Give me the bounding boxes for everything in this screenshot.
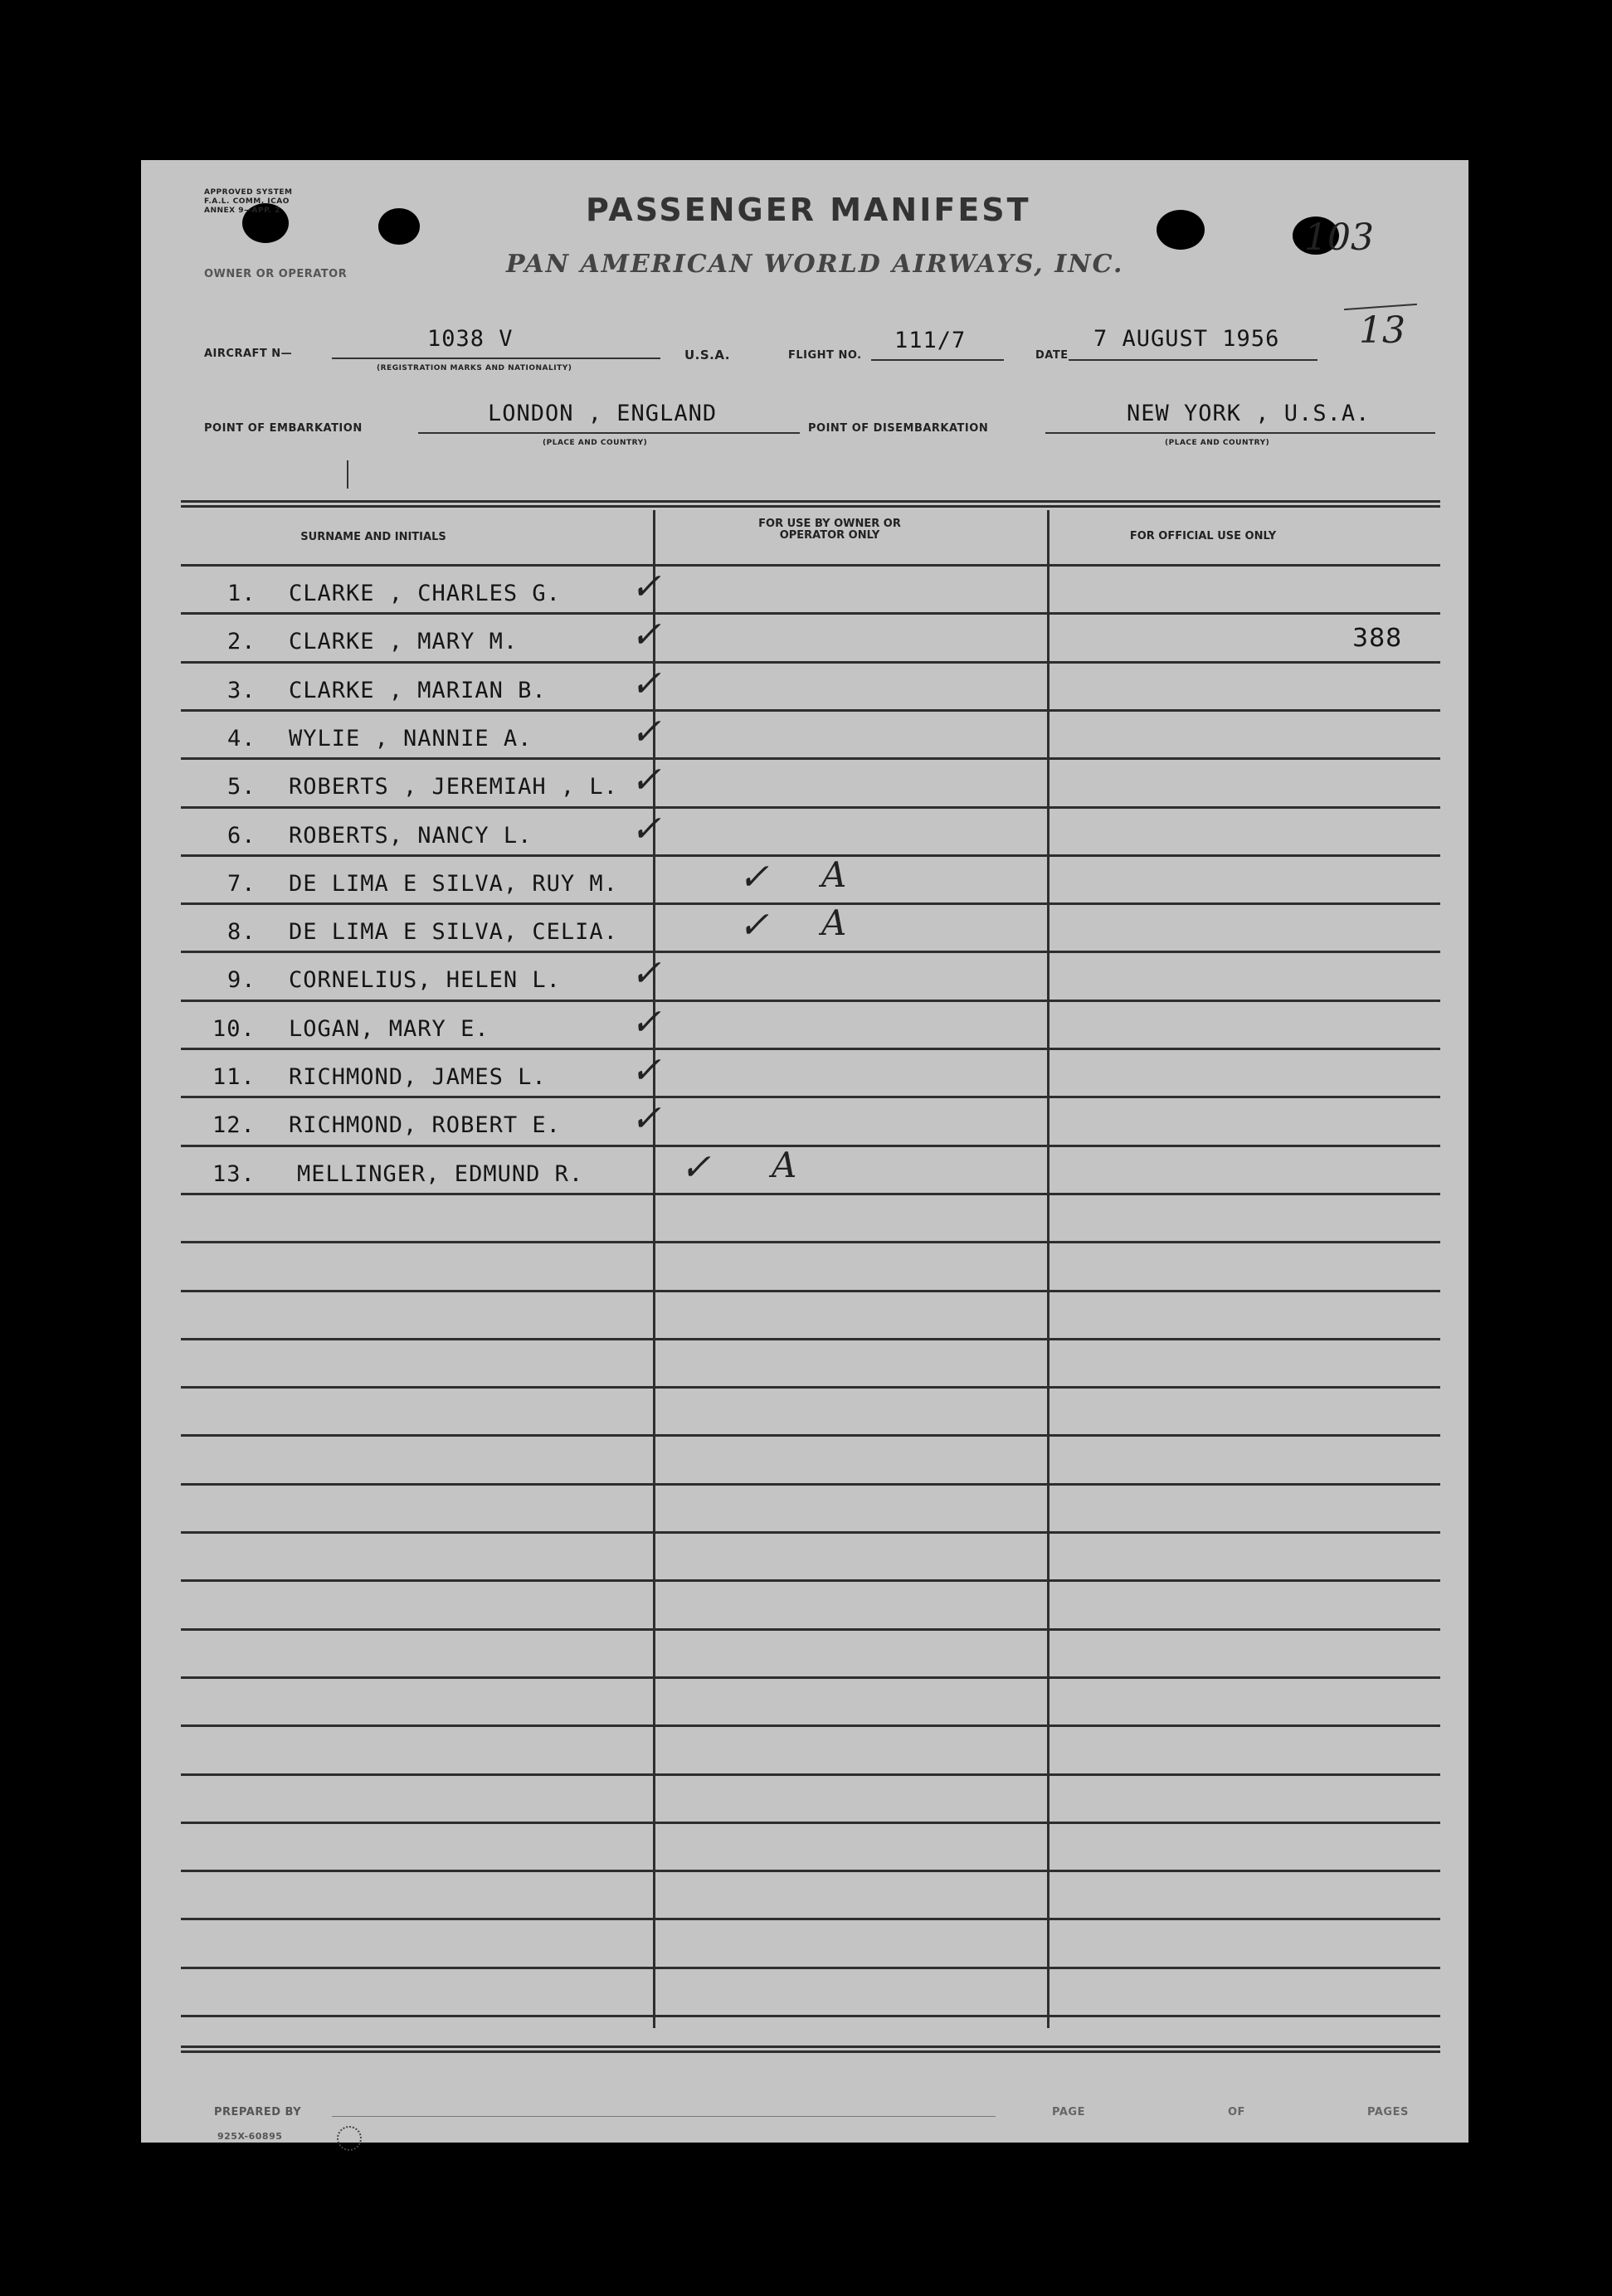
passenger-number: 8.: [227, 919, 256, 945]
table-row: [141, 614, 1468, 662]
form-number: 925X-60895: [217, 2131, 283, 2142]
table-row: [141, 1145, 1468, 1194]
check-mark-icon: ✓: [680, 1146, 711, 1189]
row-rule: [181, 1628, 1440, 1631]
check-mark-icon: ✓: [631, 614, 661, 656]
pages-label: PAGES: [1367, 2106, 1409, 2118]
page-annotation-top: 103: [1304, 216, 1374, 259]
embark-label: POINT OF EMBARKATION: [204, 422, 363, 435]
check-mark-icon: ✓: [631, 759, 661, 801]
check-mark-icon: ✓: [738, 904, 769, 946]
table-row: [141, 854, 1468, 904]
passenger-name: CLARKE , CHARLES G.: [289, 581, 561, 606]
passenger-name: CLARKE , MARIAN B.: [289, 678, 547, 703]
date-line: [1069, 359, 1317, 361]
passenger-name: ROBERTS, NANCY L.: [289, 823, 533, 849]
table-bottom-rule: [181, 2050, 1440, 2053]
row-rule: [181, 1773, 1440, 1776]
table-row: [141, 1049, 1468, 1097]
page-label: PAGE: [1052, 2106, 1085, 2118]
passenger-name: CLARKE , MARY M.: [289, 629, 519, 654]
passenger-number: 1.: [227, 581, 256, 606]
manifest-sheet: [141, 160, 1468, 2143]
flight-line: [871, 359, 1004, 361]
table-row: [141, 759, 1468, 807]
passenger-number: 13.: [212, 1161, 256, 1187]
check-mark-icon: ✓: [631, 711, 661, 753]
table-row: [141, 1001, 1468, 1049]
row-rule: [181, 1967, 1440, 1969]
of-label: OF: [1228, 2106, 1245, 2118]
row-rule: [181, 1822, 1440, 1824]
owner-label: OWNER OR OPERATOR: [204, 268, 348, 280]
passenger-name: RICHMOND, ROBERT E.: [289, 1112, 561, 1138]
passenger-number: 11.: [212, 1064, 256, 1090]
passenger-number: 12.: [212, 1112, 256, 1138]
owner-mark: A: [772, 1145, 797, 1185]
passenger-name: CORNELIUS, HELEN L.: [289, 967, 561, 993]
row-rule: [181, 1579, 1440, 1582]
owner-mark: A: [821, 854, 847, 895]
table-row: [141, 663, 1468, 711]
seal-icon: [337, 2126, 362, 2151]
row-rule: [181, 1870, 1440, 1872]
row-rule: [181, 1241, 1440, 1243]
row-rule: [181, 1434, 1440, 1437]
prepared-label: PREPARED BY: [214, 2106, 302, 2118]
approval-text: APPROVED SYSTEM F.A.L. COMM. ICAO ANNEX 9—APP. 2: [204, 188, 293, 215]
embark-line: [418, 432, 800, 434]
owner-mark: A: [821, 902, 847, 943]
column-header-official: FOR OFFICIAL USE ONLY: [1129, 530, 1277, 542]
nationality-label: U.S.A.: [684, 348, 730, 362]
column-header-name: SURNAME AND INITIALS: [300, 531, 446, 543]
passenger-number: 7.: [227, 871, 256, 897]
check-mark-icon: ✓: [631, 566, 661, 608]
punch-hole: [1157, 210, 1205, 250]
table-top-rule: [181, 505, 1440, 508]
table-row: [141, 808, 1468, 856]
row-rule: [181, 1724, 1440, 1727]
aircraft-label: AIRCRAFT N—: [204, 348, 293, 360]
row-rule: [181, 1676, 1440, 1679]
form-title: PASSENGER MANIFEST: [586, 192, 1031, 228]
row-rule: [181, 564, 1440, 567]
stray-pen-mark: [347, 460, 348, 489]
row-rule: [181, 1531, 1440, 1534]
passenger-number: 2.: [227, 629, 256, 654]
passenger-name: WYLIE , NANNIE A.: [289, 726, 533, 752]
passenger-name: MELLINGER, EDMUND R.: [297, 1161, 584, 1187]
aircraft-line: [332, 358, 660, 359]
page-annotation-bottom: 13: [1359, 309, 1405, 352]
embark-sublabel: (PLACE AND COUNTRY): [543, 439, 648, 447]
check-mark-icon: ✓: [631, 952, 661, 995]
passenger-name: DE LIMA E SILVA, CELIA.: [289, 919, 618, 945]
row-rule: [181, 1918, 1440, 1920]
check-mark-icon: ✓: [631, 1001, 661, 1043]
passenger-number: 9.: [227, 967, 256, 993]
row-rule: [181, 2015, 1440, 2017]
table-row: [141, 566, 1468, 614]
check-mark-icon: ✓: [631, 1097, 661, 1140]
passenger-number: 3.: [227, 678, 256, 703]
official-value: 388: [1352, 624, 1403, 653]
row-rule: [181, 1338, 1440, 1340]
disembark-sublabel: (PLACE AND COUNTRY): [1165, 439, 1270, 447]
passenger-number: 6.: [227, 823, 256, 849]
table-row: [141, 902, 1468, 952]
punch-hole: [378, 208, 420, 245]
table-row: [141, 1097, 1468, 1146]
table-bottom-rule: [181, 2045, 1440, 2048]
passenger-name: RICHMOND, JAMES L.: [289, 1064, 547, 1090]
check-mark-icon: ✓: [738, 856, 769, 898]
disembark-line: [1045, 432, 1435, 434]
row-rule: [181, 1483, 1440, 1486]
passenger-number: 4.: [227, 726, 256, 752]
column-header-owner: FOR USE BY OWNER OR OPERATOR ONLY: [758, 518, 901, 542]
date-value: 7 AUGUST 1956: [1093, 326, 1280, 352]
aircraft-sublabel: (REGISTRATION MARKS AND NATIONALITY): [377, 364, 572, 372]
date-label: DATE: [1035, 349, 1069, 362]
disembark-value: NEW YORK , U.S.A.: [1127, 401, 1371, 426]
table-row: [141, 952, 1468, 1000]
check-mark-icon: ✓: [631, 663, 661, 705]
flight-value: 111/7: [894, 328, 967, 353]
aircraft-value: 1038 V: [427, 326, 514, 352]
passenger-number: 5.: [227, 774, 256, 800]
table-top-rule: [181, 500, 1440, 503]
prepared-line: [332, 2116, 996, 2117]
table-row: [141, 711, 1468, 759]
check-mark-icon: ✓: [631, 1049, 661, 1092]
row-rule: [181, 1386, 1440, 1389]
passenger-number: 10.: [212, 1016, 256, 1042]
embark-value: LONDON , ENGLAND: [488, 401, 718, 426]
check-mark-icon: ✓: [631, 808, 661, 850]
passenger-name: DE LIMA E SILVA, RUY M.: [289, 871, 618, 897]
passenger-name: ROBERTS , JEREMIAH , L.: [289, 774, 618, 800]
owner-value: PAN AMERICAN WORLD AIRWAYS, INC.: [506, 250, 1124, 279]
flight-label: FLIGHT NO.: [788, 349, 862, 362]
row-rule: [181, 1290, 1440, 1292]
passenger-name: LOGAN, MARY E.: [289, 1016, 489, 1042]
disembark-label: POINT OF DISEMBARKATION: [808, 422, 989, 435]
